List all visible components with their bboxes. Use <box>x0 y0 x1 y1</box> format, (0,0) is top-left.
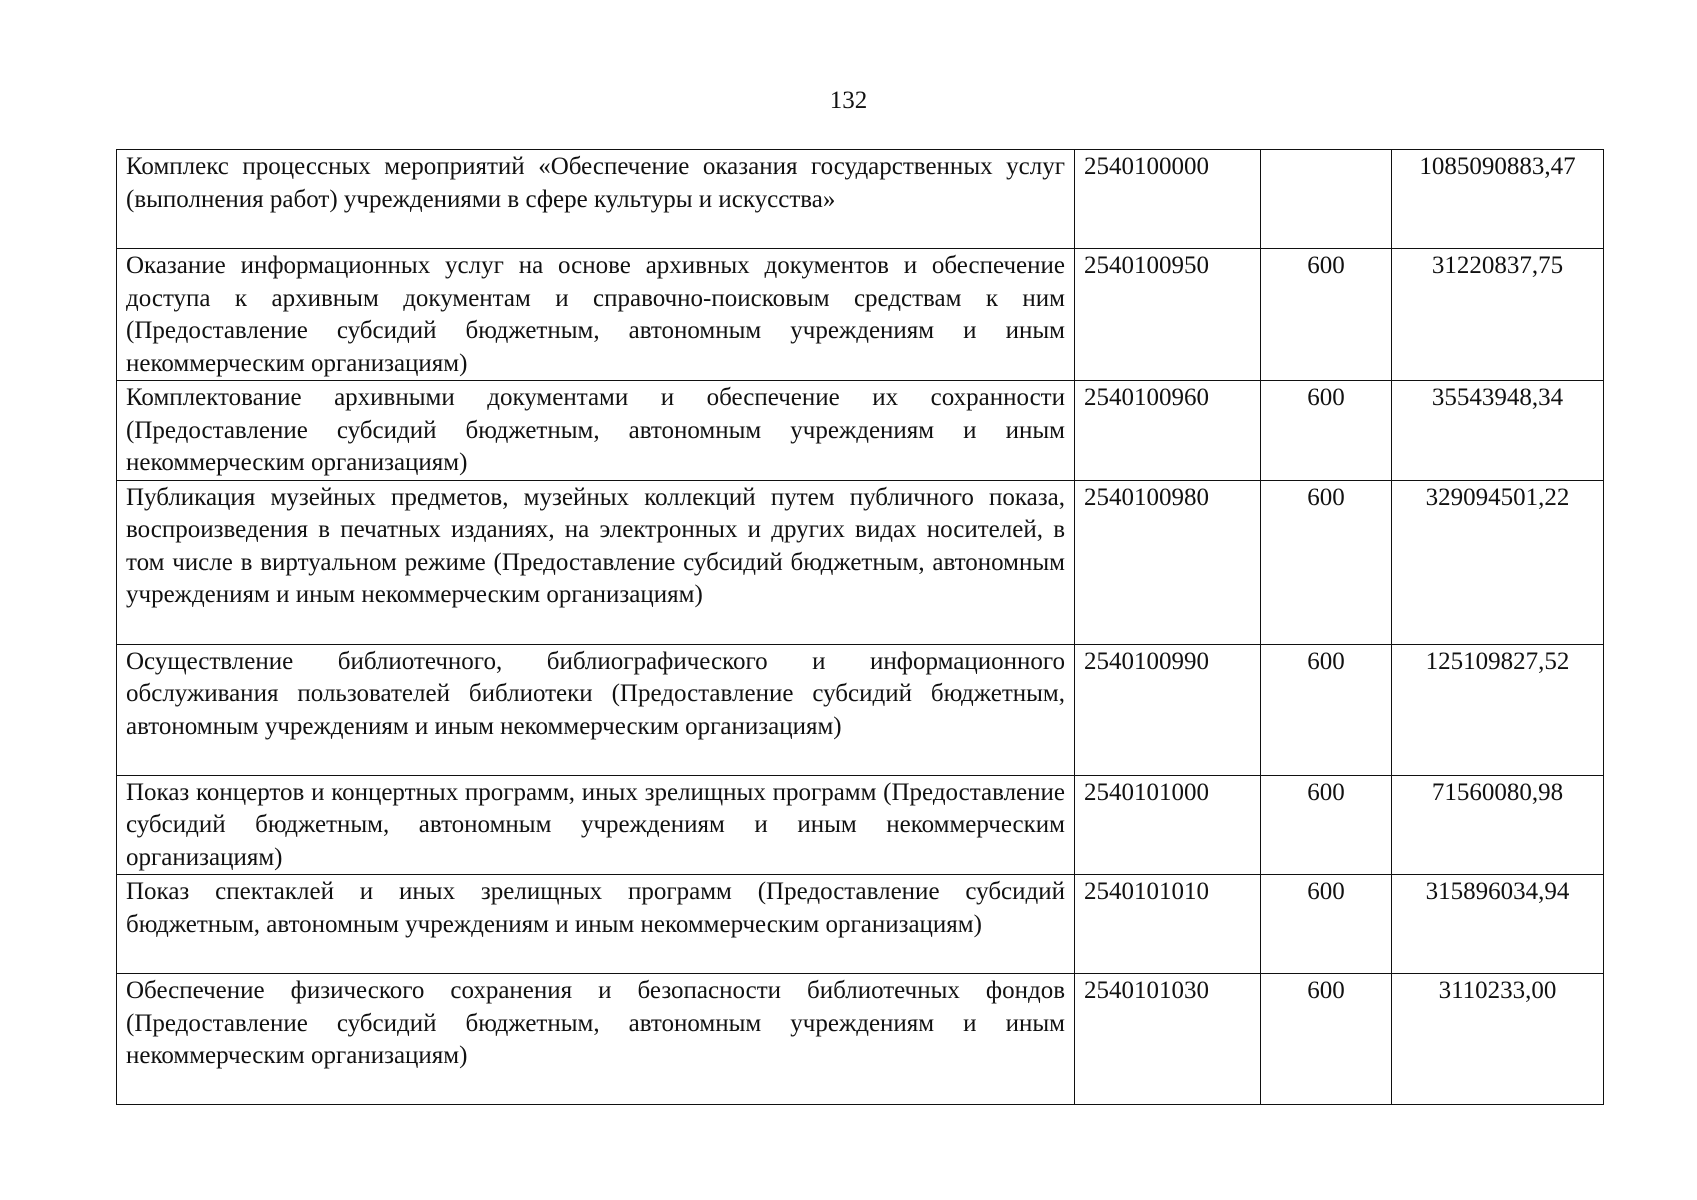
target-article-code: 2540100960 <box>1075 381 1261 481</box>
target-article-code: 2540100000 <box>1075 150 1261 249</box>
target-article-code: 2540101010 <box>1075 875 1261 974</box>
expense-type-code: 600 <box>1261 644 1392 775</box>
amount-value: 125109827,52 <box>1392 644 1604 775</box>
expense-type-code: 600 <box>1261 775 1392 875</box>
expense-type-code: 600 <box>1261 249 1392 381</box>
program-name: Комплекс процессных мероприятий «Обеспечение оказания государственных услуг (выполнения работ) учреждениями в сфере культуры и искусства» <box>117 150 1075 249</box>
program-name: Обеспечение физического сохранения и безопасности библиотечных фондов (Предоставление субсидий бюджетным, автономным учреждениям и иным некоммерческим организациям) <box>117 974 1075 1105</box>
table-row <box>117 150 1604 249</box>
expense-type-code: 600 <box>1261 875 1392 974</box>
program-name: Публикация музейных предметов, музейных коллекций путем публичного показа, воспроизведения в печатных изданиях, на электронных и других видах носителей, в том числе в виртуальном режиме (Предоставление субсидий бюджетным, автономным учреждениям и иным некоммерческим организациям) <box>117 480 1075 644</box>
target-article-code: 2540100990 <box>1075 644 1261 775</box>
amount-value: 3110233,00 <box>1392 974 1604 1105</box>
table-row <box>117 644 1604 775</box>
target-article-code: 2540100950 <box>1075 249 1261 381</box>
budget-table <box>116 149 1604 1105</box>
amount-value: 35543948,34 <box>1392 381 1604 481</box>
amount-value: 31220837,75 <box>1392 249 1604 381</box>
amount-value: 1085090883,47 <box>1392 150 1604 249</box>
expense-type-code: 600 <box>1261 381 1392 481</box>
expense-type-code <box>1261 150 1392 249</box>
amount-value: 329094501,22 <box>1392 480 1604 644</box>
target-article-code: 2540100980 <box>1075 480 1261 644</box>
program-name: Осуществление библиотечного, библиографического и информационного обслуживания пользователей библиотеки (Предоставление субсидий бюджетным, автономным учреждениям и иным некоммерческим организациям) <box>117 644 1075 775</box>
program-name: Показ спектаклей и иных зрелищных программ (Предоставление субсидий бюджетным, автономным учреждениям и иным некоммерческим организациям) <box>117 875 1075 974</box>
table-row <box>117 249 1604 381</box>
target-article-code: 2540101000 <box>1075 775 1261 875</box>
expense-type-code: 600 <box>1261 480 1392 644</box>
expense-type-code: 600 <box>1261 974 1392 1105</box>
amount-value: 71560080,98 <box>1392 775 1604 875</box>
target-article-code: 2540101030 <box>1075 974 1261 1105</box>
table-row <box>117 875 1604 974</box>
table-row <box>117 480 1604 644</box>
page-number: 132 <box>829 87 868 114</box>
program-name: Комплектование архивными документами и обеспечение их сохранности (Предоставление субсидий бюджетным, автономным учреждениям и иным некоммерческим организациям) <box>117 381 1075 481</box>
table-row <box>117 381 1604 481</box>
program-name: Оказание информационных услуг на основе архивных документов и обеспечение доступа к архивным документам и справочно-поисковым средствам к ним (Предоставление субсидий бюджетным, автономным учреждениям и иным некоммерческим организациям) <box>117 249 1075 381</box>
program-name: Показ концертов и концертных программ, иных зрелищных программ (Предоставление субсидий бюджетным, автономным учреждениям и иным некоммерческим организациям) <box>117 775 1075 875</box>
table-row <box>117 974 1604 1105</box>
table-row <box>117 775 1604 875</box>
amount-value: 315896034,94 <box>1392 875 1604 974</box>
